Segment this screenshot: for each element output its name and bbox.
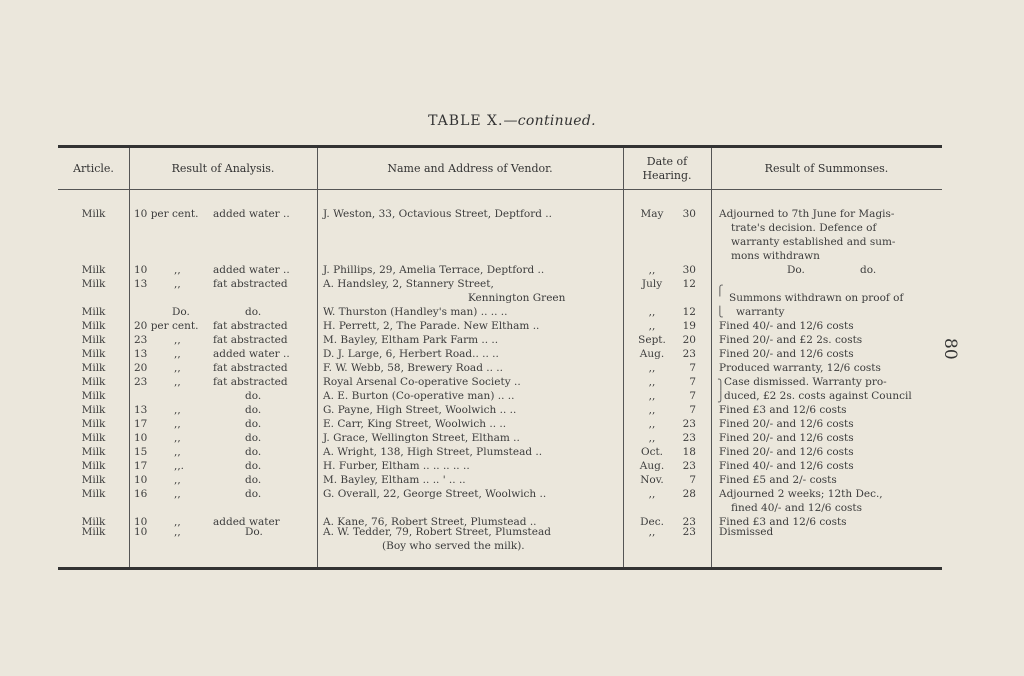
- cell-vendor: F. W. Webb, 58, Brewery Road .. ..: [323, 362, 503, 374]
- cell-month: ,,: [648, 404, 656, 416]
- cell-percent: 10: [134, 264, 148, 276]
- cell-summons: Fined 20/- and 12/6 costs: [719, 348, 854, 360]
- cell-ditto: ,,: [174, 446, 181, 458]
- cell-summons: Fined 40/- and 12/6 costs: [719, 320, 854, 332]
- cell-vendor: M. Bayley, Eltham Park Farm .. ..: [323, 334, 499, 346]
- cell-summons: Fined 20/- and 12/6 costs: [719, 432, 854, 444]
- cell-article: Milk: [81, 306, 106, 318]
- cell-percent: 10 per cent.: [134, 208, 199, 220]
- cell-percent: 10: [134, 526, 148, 538]
- cell-summons: Do.: [787, 264, 805, 276]
- cell-result: do.: [245, 390, 262, 402]
- cell-month: Sept.: [638, 334, 666, 346]
- cell-percent: 23: [134, 334, 148, 346]
- cell-percent: 13: [134, 278, 148, 290]
- cell-result: fat abstracted: [213, 334, 288, 346]
- cell-article: Milk: [81, 460, 106, 472]
- cell-summons: mons withdrawn: [731, 250, 820, 262]
- cell-day: 23: [682, 418, 696, 430]
- cell-percent: 13: [134, 348, 148, 360]
- cell-summons: warranty established and sum-: [731, 236, 896, 248]
- cell-month: Oct.: [640, 446, 664, 458]
- cell-percent: 16: [134, 488, 148, 500]
- cell-percent: 17: [134, 418, 148, 430]
- cell-article: Milk: [81, 390, 106, 402]
- cell-ditto: ,,: [174, 488, 181, 500]
- cell-result: do.: [245, 446, 262, 458]
- cell-article: Milk: [81, 446, 106, 458]
- cell-result: Do.: [245, 526, 263, 538]
- cell-ditto: ,,: [174, 404, 181, 416]
- cell-result: added water: [213, 516, 280, 528]
- cell-day: 23: [682, 526, 696, 538]
- cell-month: Aug.: [639, 348, 665, 360]
- cell-summons: Adjourned to 7th June for Magis-: [719, 208, 895, 220]
- cell-result: added water ..: [213, 208, 290, 220]
- cell-result: do.: [245, 418, 262, 430]
- cell-vendor: A. Handsley, 2, Stannery Street,: [323, 278, 494, 290]
- cell-month: ,,: [648, 488, 656, 500]
- cell-article: Milk: [81, 320, 106, 332]
- cell-vendor: (Boy who served the milk).: [382, 540, 525, 552]
- cell-ditto: ,,: [174, 362, 181, 374]
- column-divider: [317, 148, 318, 567]
- cell-day: 23: [682, 460, 696, 472]
- cell-summons-ditto: do.: [860, 264, 877, 276]
- cell-day: 7: [689, 362, 696, 374]
- brace-mark: ⎫: [717, 380, 725, 391]
- header-date: [623, 155, 711, 183]
- cell-ditto: ,,: [174, 376, 181, 388]
- cell-summons: Fined 40/- and 12/6 costs: [719, 460, 854, 472]
- cell-summons: Adjourned 2 weeks; 12th Dec.,: [719, 488, 883, 500]
- cell-percent: 10: [134, 474, 148, 486]
- cell-summons: Fined £5 and 2/- costs: [719, 474, 837, 486]
- cell-result: do.: [245, 488, 262, 500]
- cell-vendor: W. Thurston (Handley's man) .. .. ..: [323, 306, 508, 318]
- cell-article: Milk: [81, 432, 106, 444]
- cell-article: Milk: [81, 488, 106, 500]
- cell-vendor: J. Weston, 33, Octavious Street, Deptford ..: [323, 208, 552, 220]
- bottom-rule: [58, 567, 942, 570]
- cell-month: Aug.: [639, 460, 665, 472]
- column-divider: [129, 148, 130, 567]
- title-text: TABLE X.: [428, 113, 504, 129]
- cell-vendor: D. J. Large, 6, Herbert Road.. .. ..: [323, 348, 499, 360]
- cell-vendor: H. Perrett, 2, The Parade. New Eltham ..: [323, 320, 540, 332]
- column-divider: [711, 148, 712, 567]
- cell-day: 7: [689, 404, 696, 416]
- cell-result: fat abstracted: [213, 376, 288, 388]
- cell-month: Nov.: [640, 474, 664, 486]
- cell-vendor: M. Bayley, Eltham .. .. ' .. ..: [323, 474, 466, 486]
- cell-article: Milk: [81, 418, 106, 430]
- header-summons: Result of Summonses.: [764, 162, 889, 175]
- cell-day: 12: [682, 306, 696, 318]
- top-rule: [58, 145, 942, 148]
- cell-summons: Fined £3 and 12/6 costs: [719, 404, 847, 416]
- cell-result: do.: [245, 306, 262, 318]
- brace-mark: ⎧: [716, 286, 724, 297]
- cell-result: added water ..: [213, 348, 290, 360]
- cell-article: Milk: [81, 474, 106, 486]
- page-title: [0, 113, 1024, 129]
- cell-percent: 13: [134, 404, 148, 416]
- cell-day: 18: [682, 446, 696, 458]
- cell-day: 23: [682, 348, 696, 360]
- header-article: Article.: [73, 162, 114, 175]
- header-date-line2: Hearing.: [642, 169, 692, 182]
- cell-article: Milk: [81, 348, 106, 360]
- cell-summons: Fined 20/- and 12/6 costs: [719, 446, 854, 458]
- cell-ditto: ,,: [174, 278, 181, 290]
- cell-vendor: A. W. Tedder, 79, Robert Street, Plumstead: [323, 526, 551, 538]
- cell-day: 7: [689, 474, 696, 486]
- cell-result: do.: [245, 404, 262, 416]
- cell-article: Milk: [81, 404, 106, 416]
- cell-summons: Fined 20/- and £2 2s. costs: [719, 334, 863, 346]
- cell-summons: Case dismissed. Warranty pro-: [724, 376, 887, 388]
- cell-ditto: ,,: [174, 432, 181, 444]
- cell-vendor: J. Phillips, 29, Amelia Terrace, Deptford ..: [323, 264, 545, 276]
- cell-summons: duced, £2 2s. costs against Council: [724, 390, 912, 402]
- cell-article: Milk: [81, 516, 106, 528]
- cell-month: ,,: [648, 320, 656, 332]
- cell-day: 7: [689, 376, 696, 388]
- cell-summons: fined 40/- and 12/6 costs: [731, 502, 863, 514]
- cell-result: fat abstracted: [213, 278, 288, 290]
- cell-day: 19: [682, 320, 696, 332]
- cell-day: 28: [682, 488, 696, 500]
- cell-percent: 10: [134, 432, 148, 444]
- column-divider: [623, 148, 624, 567]
- cell-summons: trate's decision. Defence of: [731, 222, 877, 234]
- cell-percent: 20: [134, 362, 148, 374]
- cell-summons: Summons withdrawn on proof of: [729, 292, 904, 304]
- cell-month: July: [641, 278, 663, 290]
- cell-article: Milk: [81, 208, 106, 220]
- cell-ditto: ,,: [174, 474, 181, 486]
- cell-day: 30: [682, 208, 696, 220]
- cell-article: Milk: [81, 526, 106, 538]
- cell-result: added water ..: [213, 264, 290, 276]
- cell-summons: Fined 20/- and 12/6 costs: [719, 418, 854, 430]
- cell-result: do.: [245, 432, 262, 444]
- cell-article: Milk: [81, 376, 106, 388]
- cell-month: ,,: [648, 306, 656, 318]
- cell-vendor: E. Carr, King Street, Woolwich .. ..: [323, 418, 507, 430]
- page-number: 80: [940, 338, 960, 360]
- cell-month: ,,: [648, 390, 656, 402]
- cell-percent: 17: [134, 460, 148, 472]
- cell-month: May: [640, 208, 664, 220]
- cell-summons: warranty: [736, 306, 785, 318]
- title-suffix: —continued.: [503, 113, 596, 129]
- cell-ditto: ,,: [174, 418, 181, 430]
- cell-ditto: ,,.: [174, 460, 185, 472]
- cell-vendor: Kennington Green: [468, 292, 566, 304]
- cell-vendor: A. Kane, 76, Robert Street, Plumstead ..: [323, 516, 537, 528]
- cell-ditto: ,,: [174, 348, 181, 360]
- cell-month: ,,: [648, 432, 656, 444]
- cell-ditto: ,,: [174, 264, 181, 276]
- cell-day: 20: [682, 334, 696, 346]
- brace-mark: ⎩: [716, 307, 724, 318]
- cell-result: fat abstracted: [213, 362, 288, 374]
- cell-day: 12: [682, 278, 696, 290]
- cell-vendor: A. Wright, 138, High Street, Plumstead ..: [323, 446, 543, 458]
- cell-ditto: ,,: [174, 526, 181, 538]
- header-date-line1: Date of: [646, 155, 688, 168]
- cell-summons: Fined £3 and 12/6 costs: [719, 516, 847, 528]
- cell-vendor: Royal Arsenal Co-operative Society ..: [323, 376, 521, 388]
- cell-article: Milk: [81, 264, 106, 276]
- header-rule: [58, 189, 942, 190]
- cell-percent: 20 per cent.: [134, 320, 199, 332]
- cell-vendor: G. Overall, 22, George Street, Woolwich ..: [323, 488, 547, 500]
- cell-vendor: G. Payne, High Street, Woolwich .. ..: [323, 404, 517, 416]
- cell-day: 7: [689, 390, 696, 402]
- cell-vendor: J. Grace, Wellington Street, Eltham ..: [323, 432, 520, 444]
- cell-result: do.: [245, 460, 262, 472]
- cell-month: ,,: [648, 376, 656, 388]
- cell-vendor: H. Furber, Eltham .. .. .. .. ..: [323, 460, 470, 472]
- cell-percent: 23: [134, 376, 148, 388]
- cell-summons: Dismissed: [719, 526, 774, 538]
- cell-month: ,,: [648, 264, 656, 276]
- cell-month: ,,: [648, 526, 656, 538]
- cell-percent: 15: [134, 446, 148, 458]
- cell-day: 30: [682, 264, 696, 276]
- cell-month: Dec.: [640, 516, 664, 528]
- cell-day: 23: [682, 516, 696, 528]
- cell-vendor: A. E. Burton (Co-operative man) .. ..: [323, 390, 515, 402]
- cell-result: fat abstracted: [213, 320, 288, 332]
- cell-month: ,,: [648, 362, 656, 374]
- cell-article: Milk: [81, 334, 106, 346]
- cell-article: Milk: [81, 362, 106, 374]
- cell-month: ,,: [648, 418, 656, 430]
- cell-ditto: ,,: [174, 516, 181, 528]
- cell-article: Milk: [81, 278, 106, 290]
- brace-mark: ⎭: [717, 392, 725, 403]
- cell-day: 23: [682, 432, 696, 444]
- cell-percent: 10: [134, 516, 148, 528]
- cell-summons: Produced warranty, 12/6 costs: [719, 362, 881, 374]
- header-result-analysis: Result of Analysis.: [171, 162, 275, 175]
- cell-percent: Do.: [172, 306, 190, 318]
- cell-ditto: ,,: [174, 334, 181, 346]
- header-vendor: Name and Address of Vendor.: [387, 162, 553, 175]
- cell-result: do.: [245, 474, 262, 486]
